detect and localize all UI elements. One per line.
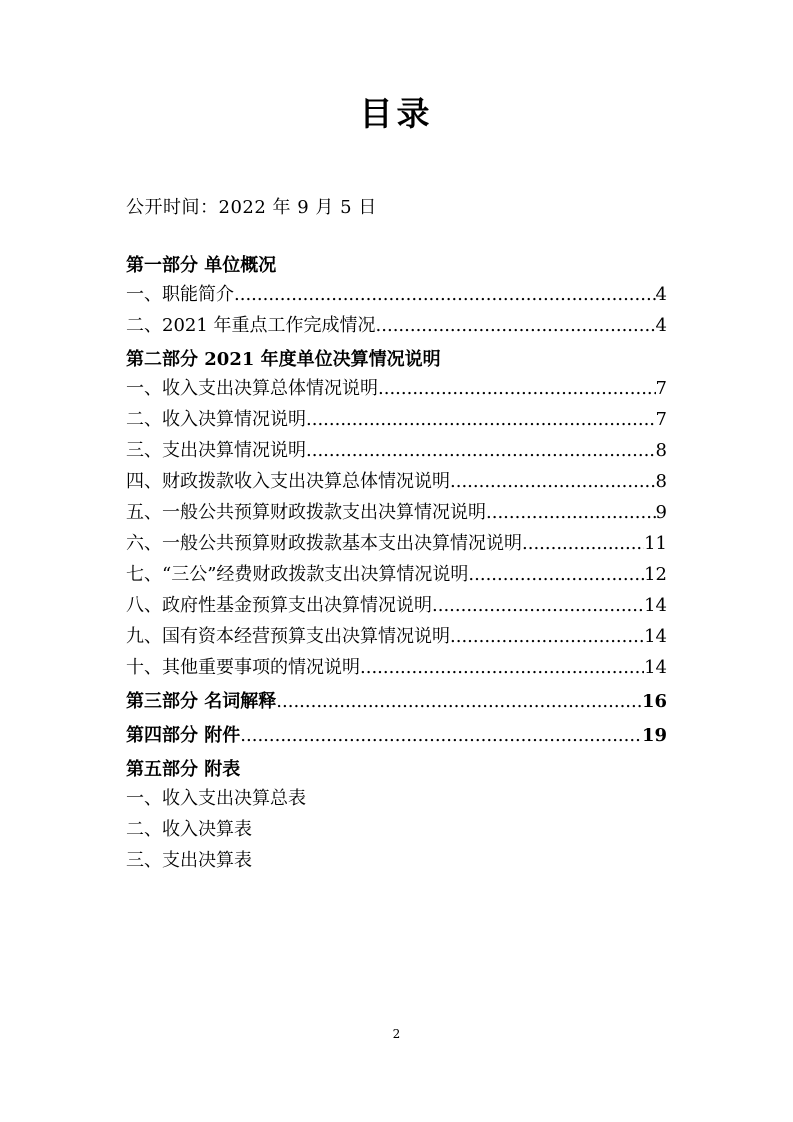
toc-entry[interactable]: [126, 790, 667, 808]
toc-entry-page: 8: [655, 440, 667, 461]
toc-leader-dots: [234, 286, 656, 304]
toc-entry-page: 4: [655, 284, 667, 305]
toc-entry-label: 五、一般公共预算财政拨款支出决算情况说明: [126, 502, 486, 523]
toc-leader-dots: [306, 411, 656, 429]
toc-entry[interactable]: [126, 286, 667, 304]
toc-entry[interactable]: [126, 411, 667, 429]
toc-entry[interactable]: [126, 535, 667, 553]
toc-entry-label: 第三部分 名词解释: [126, 691, 277, 712]
toc-entry-label: 一、收入支出决算总体情况说明: [126, 378, 378, 399]
toc-entry-label: 三、支出决算表: [126, 850, 252, 871]
toc-entry-page: 8: [655, 471, 667, 492]
toc-entry-page: 16: [641, 691, 667, 712]
toc-leader-dots: [522, 535, 644, 553]
toc-entry-page: 14: [644, 595, 667, 616]
toc-leader-dots: [432, 597, 644, 615]
toc-entry[interactable]: [126, 821, 667, 839]
toc-entry-label: 九、国有资本经营预算支出决算情况说明: [126, 626, 450, 647]
toc-entry-page: 4: [655, 315, 667, 336]
toc-leader-dots: [376, 317, 656, 335]
toc-entry[interactable]: [126, 628, 667, 646]
toc-leader-dots: [360, 659, 644, 677]
toc-leader-dots: [486, 504, 656, 522]
toc-entry-label: 二、收入决算表: [126, 819, 252, 840]
table-of-contents: [126, 257, 667, 870]
publish-date-line: 公开时间：2022 年 9 月 5 日: [126, 197, 377, 218]
toc-entry-page: 11: [644, 533, 667, 554]
toc-entry-page: 14: [644, 626, 667, 647]
toc-entry-page: 14: [644, 657, 667, 678]
toc-entry[interactable]: [126, 566, 667, 584]
toc-entry-page: 19: [641, 725, 667, 746]
toc-entry-page: 7: [655, 378, 667, 399]
toc-entry-label: 二、2021 年重点工作完成情况: [126, 315, 376, 336]
toc-entry-label: 三、支出决算情况说明: [126, 440, 306, 461]
toc-entry[interactable]: [126, 473, 667, 491]
toc-entry-label: 二、收入决算情况说明: [126, 409, 306, 430]
toc-entry[interactable]: [126, 693, 667, 711]
toc-leader-dots: [276, 693, 642, 711]
toc-leader-dots: [450, 628, 644, 646]
toc-entry[interactable]: [126, 317, 667, 335]
toc-entry-label: 六、一般公共预算财政拨款基本支出决算情况说明: [126, 533, 522, 554]
toc-entry-page: 9: [655, 502, 667, 523]
toc-entry-page: 7: [655, 409, 667, 430]
toc-entry-label: 八、政府性基金预算支出决算情况说明: [126, 595, 432, 616]
toc-entry-label: 一、职能简介: [126, 284, 234, 305]
toc-leader-dots: [450, 473, 656, 491]
page-title: 目录: [359, 94, 434, 133]
toc-entry[interactable]: [126, 727, 667, 745]
toc-entry-label: 四、财政拨款收入支出决算总体情况说明: [126, 471, 450, 492]
toc-entry[interactable]: [126, 504, 667, 522]
toc-entry-label: 第四部分 附件: [126, 725, 241, 746]
toc-entry-page: 12: [644, 564, 667, 585]
toc-leader-dots: [468, 566, 644, 584]
toc-entry-label: 第一部分 单位概况: [126, 255, 277, 276]
toc-entry[interactable]: [126, 761, 667, 779]
toc-entry-label: 一、收入支出决算总表: [126, 788, 306, 809]
toc-leader-dots: [240, 727, 642, 745]
toc-entry[interactable]: [126, 852, 667, 870]
toc-entry[interactable]: [126, 257, 667, 275]
toc-entry-label: 第五部分 附表: [126, 759, 241, 780]
toc-entry[interactable]: [126, 380, 667, 398]
toc-entry-label: 七、“三公”经费财政拨款支出决算情况说明: [126, 564, 469, 585]
toc-entry-label: 十、其他重要事项的情况说明: [126, 657, 360, 678]
toc-leader-dots: [378, 380, 656, 398]
toc-leader-dots: [306, 442, 656, 460]
toc-entry[interactable]: [126, 597, 667, 615]
toc-entry-label: 第二部分 2021 年度单位决算情况说明: [126, 349, 441, 370]
toc-entry[interactable]: [126, 659, 667, 677]
toc-entry[interactable]: [126, 351, 667, 369]
page-number: 2: [392, 1027, 401, 1041]
toc-entry[interactable]: [126, 442, 667, 460]
